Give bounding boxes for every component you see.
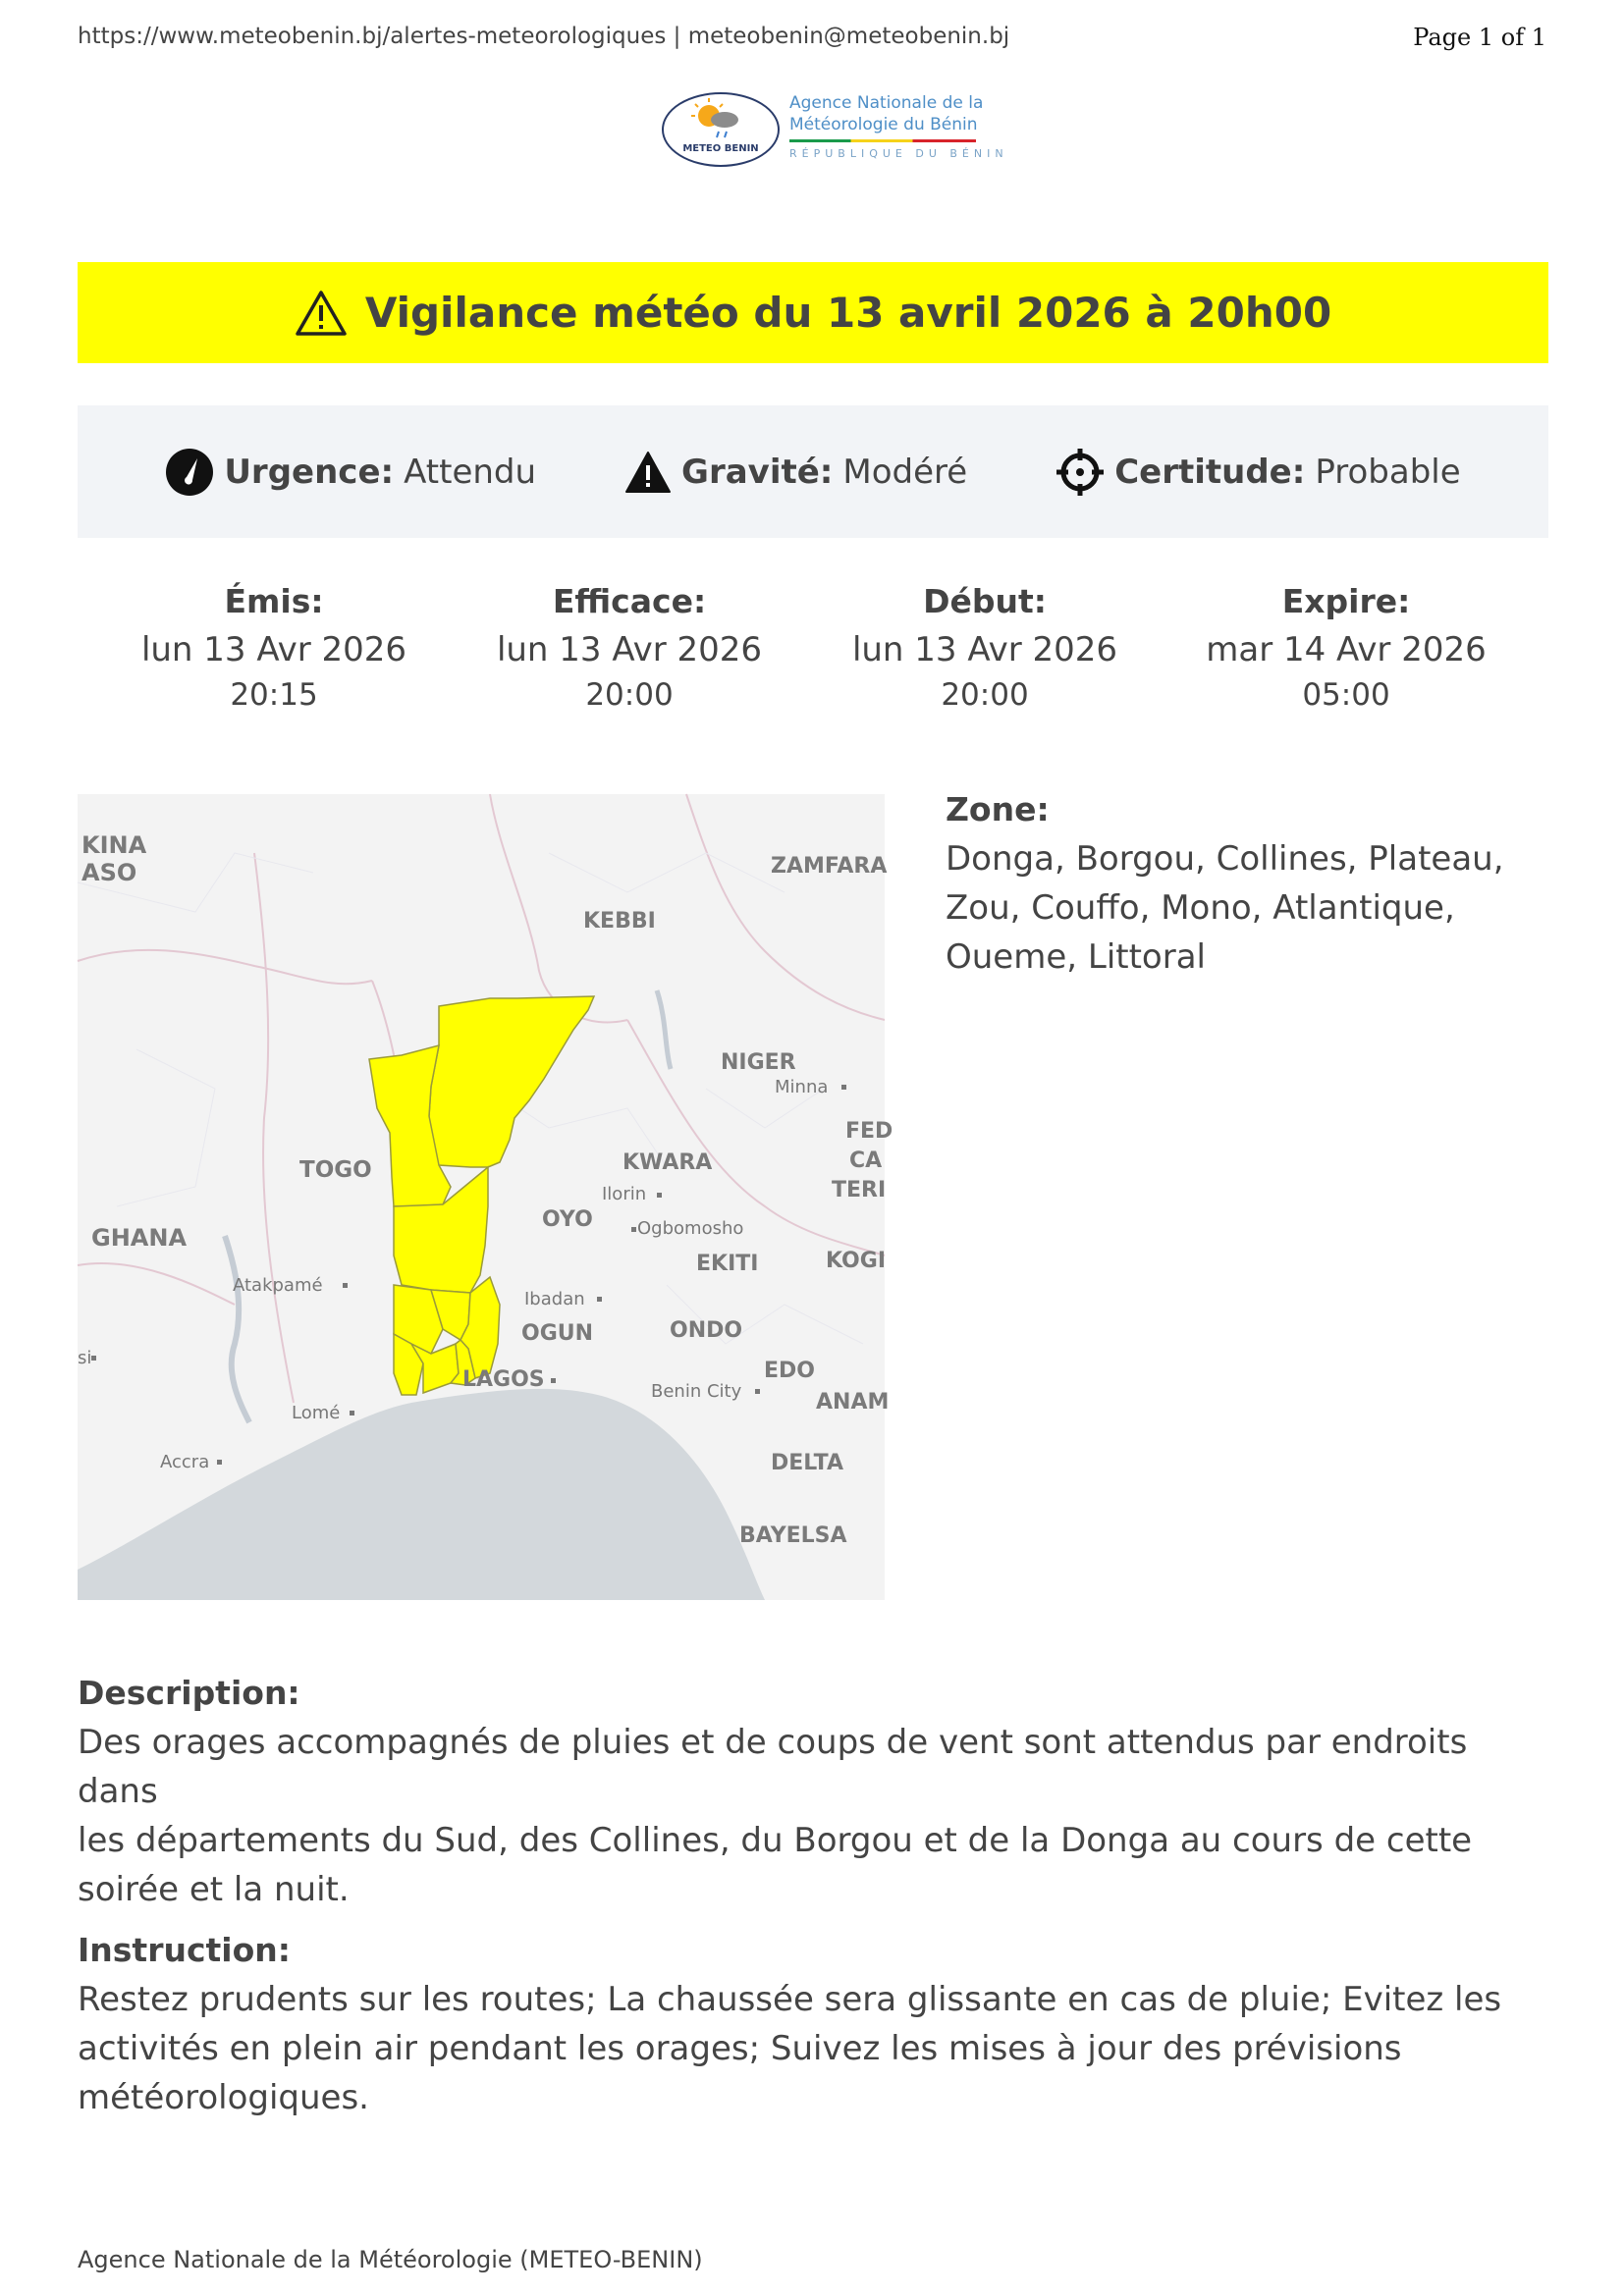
instruction-label: Instruction: bbox=[78, 1931, 291, 1969]
map-label: OGUN bbox=[521, 1321, 594, 1346]
header-url[interactable]: https://www.meteobenin.bj/alertes-meteorologiques | meteobenin@meteobenin.bj bbox=[78, 24, 1010, 49]
map-label: NIGER bbox=[721, 1050, 796, 1075]
logo-line-2: Météorologie du Bénin bbox=[789, 115, 978, 134]
footer-text: Agence Nationale de la Météorologie (METEO-BENIN) bbox=[78, 2246, 703, 2273]
description-label: Description: bbox=[78, 1674, 300, 1712]
alert-meta-box bbox=[78, 405, 1548, 538]
map-label: Ibadan bbox=[524, 1289, 585, 1309]
certainty-label: Certitude: bbox=[1114, 452, 1306, 492]
map-label: Ilorin bbox=[602, 1184, 647, 1204]
time-value: 20:00 bbox=[941, 677, 1029, 713]
urgency-label: Urgence: bbox=[224, 452, 395, 492]
meteo-benin-logo bbox=[660, 90, 1008, 169]
alert-zone-map[interactable] bbox=[78, 794, 893, 1600]
vigilance-banner bbox=[78, 262, 1548, 363]
map-label: ANAM bbox=[816, 1390, 890, 1415]
map-label: Atakpamé bbox=[233, 1275, 323, 1296]
severity-item bbox=[624, 451, 967, 494]
date-value: mar 14 Avr 2026 bbox=[1206, 630, 1487, 669]
map-label: Lomé bbox=[292, 1403, 341, 1423]
date-effective bbox=[453, 579, 806, 715]
map-label: EDO bbox=[764, 1359, 815, 1383]
description-line: les départements du Sud, des Collines, du Borgou et de la Donga au cours de cette bbox=[78, 1821, 1473, 1860]
time-value: 20:15 bbox=[230, 677, 318, 713]
map-label: CA bbox=[849, 1148, 883, 1173]
dates-row bbox=[78, 579, 1548, 726]
map-label: ONDO bbox=[670, 1318, 743, 1343]
time-value: 20:00 bbox=[585, 677, 674, 713]
severity-label: Gravité: bbox=[681, 452, 834, 492]
zone-line: Zou, Couffo, Mono, Atlantique, bbox=[946, 888, 1455, 928]
zone-section bbox=[946, 785, 1535, 982]
urgency-value: Attendu bbox=[404, 452, 537, 492]
map-label: ASO bbox=[81, 859, 137, 886]
zone-label: Zone: bbox=[946, 790, 1050, 828]
instruction-line: météorologiques. bbox=[78, 2078, 369, 2117]
banner-title: Vigilance météo du 13 avril 2026 à 20h00 bbox=[364, 289, 1332, 337]
map-label: GHANA bbox=[91, 1224, 188, 1252]
date-label: Début: bbox=[923, 582, 1047, 620]
description-line: Des orages accompagnés de pluies et de coups de vent sont attendus par endroits dans bbox=[78, 1723, 1468, 1811]
map-label: Accra bbox=[160, 1452, 210, 1472]
instruction-line: Restez prudents sur les routes; La chaussée sera glissante en cas de pluie; Evitez les bbox=[78, 1980, 1502, 2019]
date-onset bbox=[808, 579, 1162, 715]
date-value: lun 13 Avr 2026 bbox=[851, 630, 1118, 669]
date-value: lun 13 Avr 2026 bbox=[496, 630, 763, 669]
gauge-icon bbox=[165, 448, 214, 497]
instruction-section bbox=[78, 1926, 1548, 2122]
date-label: Efficace: bbox=[552, 582, 707, 620]
map-label: OYO bbox=[542, 1207, 593, 1232]
date-label: Émis: bbox=[224, 582, 324, 620]
date-issued bbox=[97, 579, 451, 715]
map-label: KEBBI bbox=[583, 909, 656, 934]
logo-flag-bar bbox=[789, 139, 976, 142]
map-label: FED bbox=[845, 1119, 893, 1144]
logo-line-1: Agence Nationale de la bbox=[789, 93, 984, 113]
map-label: LAGOS bbox=[462, 1367, 545, 1392]
date-label: Expire: bbox=[1281, 582, 1411, 620]
alert-triangle-icon bbox=[624, 451, 672, 494]
certainty-value: Probable bbox=[1315, 452, 1461, 492]
map-label: TOGO bbox=[299, 1157, 372, 1183]
urgency-item bbox=[165, 448, 536, 497]
map-label: KINA bbox=[81, 831, 147, 859]
date-expires bbox=[1169, 579, 1523, 715]
map-label: KOGI bbox=[826, 1249, 887, 1273]
map-label: ZAMFARA bbox=[771, 854, 888, 879]
map-label: Minna bbox=[775, 1077, 829, 1097]
map-svg bbox=[78, 794, 893, 1600]
map-label: KWARA bbox=[623, 1150, 713, 1175]
description-line: soirée et la nuit. bbox=[78, 1870, 350, 1909]
logo-line-3: RÉPUBLIQUE DU BÉNIN bbox=[789, 147, 1008, 160]
map-label: DELTA bbox=[771, 1451, 843, 1475]
map-label: si bbox=[78, 1348, 92, 1368]
map-label: TERI bbox=[832, 1178, 887, 1202]
zone-line: Donga, Borgou, Collines, Plateau, bbox=[946, 839, 1504, 879]
map-label: EKITI bbox=[696, 1252, 759, 1276]
map-label: Ogbomosho bbox=[637, 1218, 744, 1239]
zone-line: Oueme, Littoral bbox=[946, 937, 1206, 977]
page-number: Page 1 of 1 bbox=[1413, 24, 1546, 51]
instruction-line: activités en plein air pendant les orages; Suivez les mises à jour des prévisions bbox=[78, 2029, 1402, 2068]
map-label: BAYELSA bbox=[739, 1523, 847, 1548]
certainty-item bbox=[1056, 448, 1460, 497]
date-value: lun 13 Avr 2026 bbox=[140, 630, 407, 669]
severity-value: Modéré bbox=[842, 452, 968, 492]
warning-triangle-icon bbox=[295, 290, 348, 337]
time-value: 05:00 bbox=[1302, 677, 1390, 713]
description-section bbox=[78, 1669, 1548, 1914]
logo-badge-text: METEO BENIN bbox=[682, 143, 759, 154]
logo-emblem-icon bbox=[660, 90, 782, 169]
crosshair-icon bbox=[1056, 448, 1105, 497]
map-label: Benin City bbox=[651, 1381, 742, 1402]
